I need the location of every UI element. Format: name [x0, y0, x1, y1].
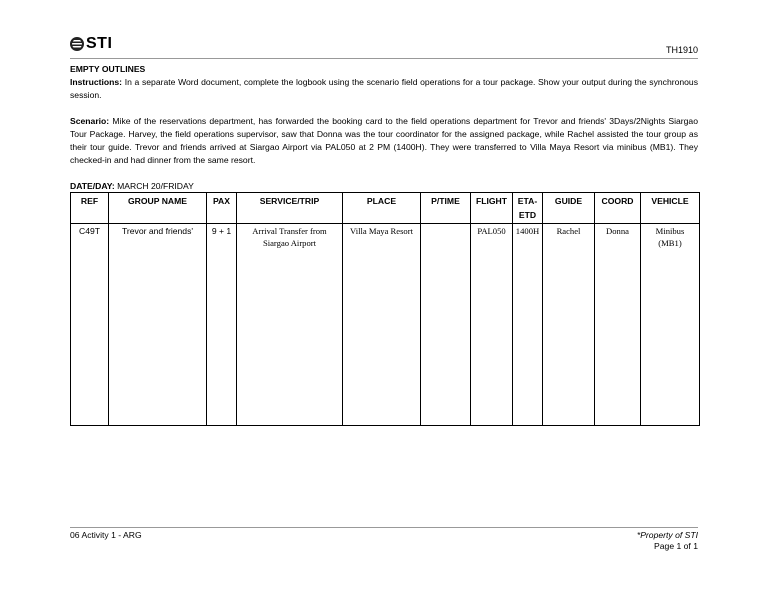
cell-group-name: Trevor and friends'	[109, 224, 207, 426]
header-divider	[70, 58, 698, 59]
instructions-text: In a separate Word document, complete the logbook using the scenario field operations for a tour package. Show your output during the synchronous session.	[70, 77, 698, 100]
cell-place: Villa Maya Resort	[343, 224, 421, 426]
header-vehicle: VEHICLE	[641, 193, 700, 224]
logo-text: STI	[86, 35, 113, 52]
cell-service-trip: Arrival Transfer from Siargao Airport	[237, 224, 343, 426]
footer-right	[637, 530, 698, 552]
header-guide: GUIDE	[543, 193, 595, 224]
footer-divider	[70, 527, 698, 528]
cell-eta-etd: 1400H	[513, 224, 543, 426]
header-flight: FLIGHT	[471, 193, 513, 224]
instructions-paragraph	[70, 76, 698, 102]
sti-logo	[70, 35, 112, 53]
logbook-table	[70, 192, 700, 426]
footer-activity: 06 Activity 1 - ARG	[70, 530, 142, 540]
scenario-label: Scenario:	[70, 116, 110, 126]
footer-property: *Property of STI	[636, 530, 698, 540]
header-coord: COORD	[595, 193, 641, 224]
date-value: MARCH 20/FRIDAY	[114, 181, 194, 191]
table-header-row	[71, 193, 700, 224]
cell-vehicle: Minibus (MB1)	[641, 224, 700, 426]
cell-p-time	[421, 224, 471, 426]
section-title: EMPTY OUTLINES	[70, 64, 146, 74]
cell-flight: PAL050	[471, 224, 513, 426]
cell-guide: Rachel	[543, 224, 595, 426]
document-code: TH1910	[665, 45, 698, 55]
scenario-text: Mike of the reservations department, has forwarded the booking card to the field operations department for Trevor and friends' 3Days/2Nights Siargao Tour Package. Harvey, the field operations supervisor, saw that Donna was the tour coordinator for the assigned package, while Rachel assisted the tour group as their tour guide. Trevor and friends arrived at Siargao Airport via PAL050 at 2 PM (1400H). They were transferred to Villa Maya Resort via minibus (MB1). They checked-in and had dinner from the same resort.	[70, 116, 698, 165]
globe-icon	[70, 37, 84, 51]
footer-page-number: Page 1 of 1	[654, 541, 698, 551]
date-label: DATE/DAY:	[70, 181, 115, 191]
header-service-trip: SERVICE/TRIP	[237, 193, 343, 224]
cell-coord: Donna	[595, 224, 641, 426]
instructions-label: Instructions:	[70, 77, 123, 87]
header-eta-etd: ETA-ETD	[513, 193, 543, 224]
scenario-paragraph	[70, 115, 698, 167]
header-pax: PAX	[207, 193, 237, 224]
table-row	[71, 224, 700, 426]
cell-ref: C49T	[71, 224, 109, 426]
header-group-name: GROUP NAME	[109, 193, 207, 224]
cell-pax: 9 + 1	[207, 224, 237, 426]
header-ref: REF	[71, 193, 109, 224]
header-p-time: P/TIME	[421, 193, 471, 224]
header-place: PLACE	[343, 193, 421, 224]
